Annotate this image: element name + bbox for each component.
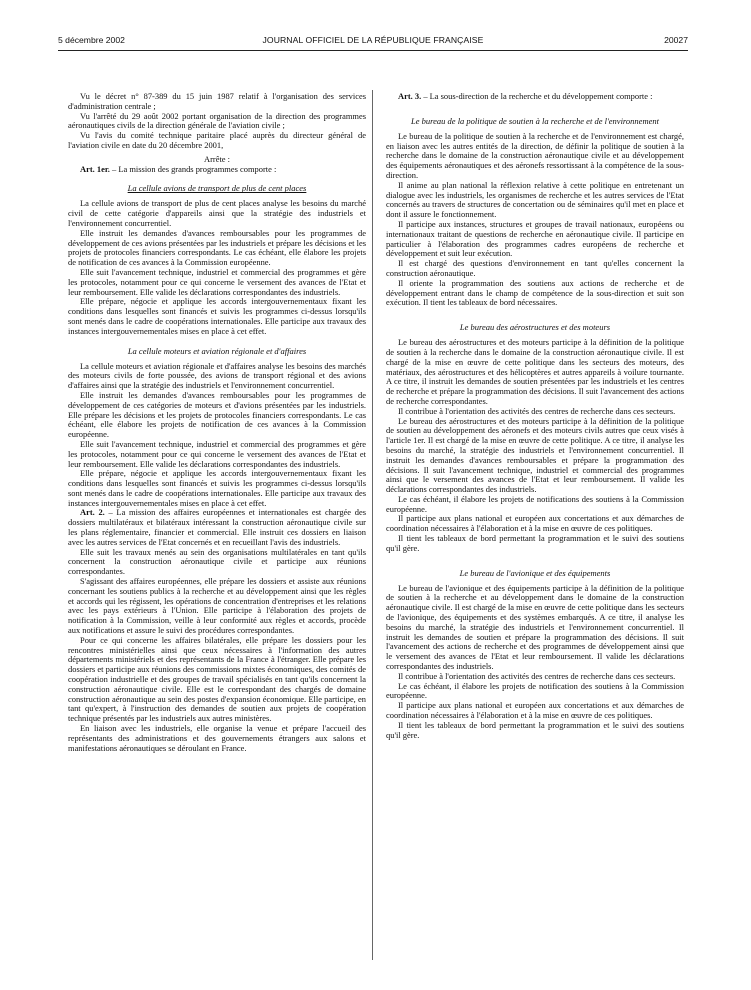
paragraph: La cellule avions de transport de plus de cent places analyse les besoins du marché civil de cette catégorie d'appareils ainsi que la stratégie des industriels et l'environnement concurrentiel. bbox=[68, 198, 366, 228]
paragraph: Le cas échéant, il élabore les projets de notifications des soutiens à la Commission européenne. bbox=[386, 493, 684, 514]
header-title: JOURNAL OFFICIEL DE LA RÉPUBLIQUE FRANÇAISE bbox=[262, 35, 484, 45]
paragraph: En liaison avec les industriels, elle organise la venue et prépare l'accueil des représentants des administrations et des gouvernements étrangers aux salons et manifestations aéronautiques se déroulant en France. bbox=[68, 723, 366, 753]
paragraph: Il oriente la programmation des soutiens aux actions de recherche et de développement entrant dans le champ de compétence de la sous-direction et suit son exécution. Il tient les tableaux de bord nécessaires. bbox=[386, 277, 684, 308]
paragraph: Elle instruit les demandes d'avances remboursables pour les programmes de développement de ces catégories de moteurs et d'avions présentées par les industriels. Elle prépare les décisions et les projets de protocoles financiers correspondants. Le cas échéant, elle élabore les projets de notification de ces avances à la Commission européenne. bbox=[68, 389, 366, 440]
paragraph: Elle instruit les demandes d'avances remboursables pour les programmes de développement de ces avions présentées par les industriels et prépare les décisions et les projets de protocoles financiers correspondants. Le cas échéant, elle élabore les projets de notification de ces avances à la Commission européenne. bbox=[68, 227, 366, 268]
paragraph: Vu l'avis du comité technique paritaire placé auprès du directeur général de l'aviation civile en date du 20 décembre 2001, bbox=[68, 130, 366, 150]
article-2 bbox=[68, 508, 366, 547]
paragraph: Il participe aux plans national et européen aux concertations et aux démarches de coordination nécessaires à l'élaboration et à la mise en œuvre de ces politiques. bbox=[386, 513, 684, 534]
paragraph: Il participe aux plans national et européen aux concertations et aux démarches de coordination nécessaires à l'élaboration et à la mise en œuvre de ces politiques. bbox=[386, 700, 684, 721]
paragraph: S'agissant des affaires européennes, elle prépare les dossiers et assiste aux réunions concernant les soutiens publics à la recherche et au développement ainsi que les règles et accords qui les régissent, les opérations de concentration d'entreprises et les relations avec les pays extérieurs à l'Union. Elle participe à l'élaboration des projets de notification à la Commission, veille à leur conformité aux règles et accords, procède aux notifications et assure le suivi des procédures correspondantes. bbox=[68, 576, 366, 636]
column-divider bbox=[372, 90, 373, 960]
paragraph: Le cas échéant, il élabore les projets de notification des soutiens à la Commission européenne. bbox=[386, 680, 684, 701]
article-3 bbox=[386, 92, 684, 102]
paragraph: Le bureau de la politique de soutien à la recherche et de l'environnement est chargé, en liaison avec les autres entités de la direction, de définir la politique de soutien à la recherche dans le domaine de la construction aéronautique civile et au développement des équipements aéronautiques et des aéronefs ressortissant à la compétence de la sous-direction. bbox=[386, 130, 684, 180]
left-column bbox=[68, 92, 366, 753]
paragraph: Il participe aux instances, structures et groupes de travail nationaux, européens ou internationaux traitant de questions de recherche en aéronautique civile. Il participe en particulier à l'élaboration des programmes cadres européens de recherche et développement et suit leur exécution. bbox=[386, 218, 684, 259]
article-label: Art. 2. bbox=[80, 507, 105, 518]
paragraph: Elle prépare, négocie et applique les accords intergouvernementaux fixant les conditions dans lesquelles sont financés et suivis les programmes ci-dessus lorsqu'ils sont menés dans le cadre de coopérations internationales. Elle participe aux travaux des instances intergouvernementales mises en place à cet effet. bbox=[68, 468, 366, 508]
section-heading bbox=[68, 183, 366, 193]
paragraph: Le bureau de l'avionique et des équipements participe à la définition de la politique de soutien à la recherche et au développement dans le domaine de la construction aéronautique civile. Il est chargé de la mise en œuvre de cette politique dans les secteurs de l'avionique, des équipements et des systèmes embarqués. A ce titre, il analyse les besoins du marché, la stratégie des industriels et l'environnement concurrentiel. Il instruit les demandes de soutien et prépare la programmation des décisions. Il suit l'avancement des actions de recherche et des programmes de développement ainsi que le versement des avances de l'Etat et leur remboursement. Il valide les déclarations correspondantes des industriels. bbox=[386, 582, 684, 672]
section-heading: Le bureau de l'avionique et des équipements bbox=[459, 567, 611, 578]
header-page-number: 20027 bbox=[664, 35, 688, 45]
paragraph: Pour ce qui concerne les affaires bilatérales, elle prépare les dossiers pour les rencontres ministérielles ainsi que ceux nécessaires à l'information des autres départements ministériels et des représentants de la France à l'étranger. Elle prépare les dossiers et participe aux réunions des commissions mixtes économiques, des comités de coopération industrielle et des groupes de travail spécialisés en tant qu'ils concernent la construction aéronautique civile. Elle est le correspondant des chargés de domaine construction aéronautique au sein des postes d'expansion économique. Elle participe, en tant qu'expert, à l'instruction des demandes de soutien aux projets de coopération technique présentés par les industriels aux autres ministères. bbox=[68, 634, 366, 724]
paragraph: Il est chargé des questions d'environnement en tant qu'elles concernent la construction aéronautique. bbox=[386, 258, 684, 278]
paragraph: Elle prépare, négocie et applique les accords intergouvernementaux fixant les conditions dans lesquelles sont financés et suivis les programmes ci-dessus lorsqu'ils sont menés dans le cadre de coopérations internationales. Elle participe aux travaux des instances intergouvernementales mises en place à cet effet. bbox=[68, 296, 366, 336]
paragraph: Elle suit l'avancement technique, industriel et commercial des programmes et gère les protocoles, notamment pour ce qui concerne le versement des avances de l'Etat et leur remboursement. Elle valide les déclarations correspondantes des industriels. bbox=[68, 438, 366, 469]
article-1 bbox=[68, 165, 366, 175]
right-column bbox=[386, 92, 684, 740]
article-text: – La mission des affaires européennes et internationales est chargée des dossiers multilatéraux et bilatéraux intéressant la construction aéronautique civile sur les plans réglementaire, financier et commercial. Elle instruit ces dossiers en liaison avec les autres services de l'Etat concernés et en recueillant l'avis des industriels. bbox=[68, 507, 366, 547]
arrete-heading: Arrête : bbox=[203, 153, 230, 164]
paragraph: Vu le décret n° 87-389 du 15 juin 1987 relatif à l'organisation des services d'administration centrale ; bbox=[68, 91, 366, 111]
article-label: Art. 1er. bbox=[80, 163, 110, 174]
header-rule bbox=[58, 50, 688, 51]
article-text: – La sous-direction de la recherche et du développement comporte : bbox=[421, 91, 653, 101]
paragraph: Elle suit les travaux menés au sein des organisations multilatérales en tant qu'ils concernent la construction aéronautique civile et participe aux réunions correspondantes. bbox=[68, 546, 366, 577]
section-heading: Le bureau de la politique de soutien à la recherche et de l'environnement bbox=[411, 115, 659, 126]
article-text: – La mission des grands programmes comporte : bbox=[109, 163, 277, 174]
section-heading: Le bureau des aérostructures et des moteurs bbox=[459, 322, 611, 333]
paragraph: Il contribue à l'orientation des activités des centres de recherche dans ces secteurs. bbox=[398, 670, 676, 681]
section-heading: La cellule moteurs et aviation régionale et d'affaires bbox=[127, 345, 307, 356]
section-heading-text: La cellule avions de transport de plus de cent places bbox=[127, 183, 307, 194]
paragraph: Vu l'arrêté du 29 août 2002 portant organisation de la direction des programmes aéronautiques civils de la direction générale de l'aviation civile ; bbox=[68, 110, 366, 131]
paragraph: Il anime au plan national la réflexion relative à cette politique en entretenant un dialogue avec les industriels, les organismes de recherche et les autres services de l'Etat concernés au travers de structures de concertation ou de séminaires qu'il met en place et dont il assure le fonctionnement. bbox=[386, 179, 684, 220]
header-date: 5 décembre 2002 bbox=[58, 35, 125, 45]
paragraph: Le bureau des aérostructures et des moteurs participe à la définition de la politique de soutien à la recherche dans le domaine de la construction aéronautique civile. Il est chargé de la mise en œuvre de cette politique dans les secteurs des moteurs, des matériaux, des aérostructures et des hélicoptères et autres appareils à voilure tournante. A ce titre, il instruit les demandes de soutien présentées par les industriels et les centres de recherche et prépare la programmation des décisions. Il suit l'avancement des actions de recherche correspondantes. bbox=[386, 337, 684, 406]
paragraph: Il contribue à l'orientation des activités des centres de recherche dans ces secteurs. bbox=[398, 405, 676, 416]
article-label: Art. 3. bbox=[398, 91, 422, 101]
paragraph: La cellule moteurs et aviation régionale et d'affaires analyse les besoins des marchés des moteurs civils de forte poussée, des avions de transport régional et des avions d'affaires ainsi que la stratégie des industriels et l'environnement concurrentiel. bbox=[68, 360, 366, 391]
paragraph: Elle suit l'avancement technique, industriel et commercial des programmes et gère les protocoles, notamment pour ce qui concerne le versement des avances de l'Etat et leur remboursement. Elle valide les déclarations correspondantes des industriels. bbox=[68, 266, 366, 297]
paragraph: Le bureau des aérostructures et des moteurs participe à la définition de la politique de soutien au développement des aéronefs et des moteurs civils autres que ceux visés à l'article 1er. Il est chargé de la mise en œuvre de cette politique. A ce titre, il analyse les besoins du marché, la stratégie des industriels et l'environnement concurrentiel. Il instruit les demandes d'avances remboursables et prépare la programmation des décisions. Il suit l'avancement technique, industriel et commercial des programmes ainsi que le versement des avances de l'Etat et leur remboursement. Il valide les déclarations correspondantes des industriels. bbox=[386, 415, 684, 495]
paragraph: Il tient les tableaux de bord permettant la programmation et le suivi des soutiens qu'il gère. bbox=[386, 533, 684, 553]
page-header bbox=[58, 35, 688, 49]
paragraph: Il tient les tableaux de bord permettant la programmation et le suivi des soutiens qu'il gère. bbox=[386, 719, 684, 740]
